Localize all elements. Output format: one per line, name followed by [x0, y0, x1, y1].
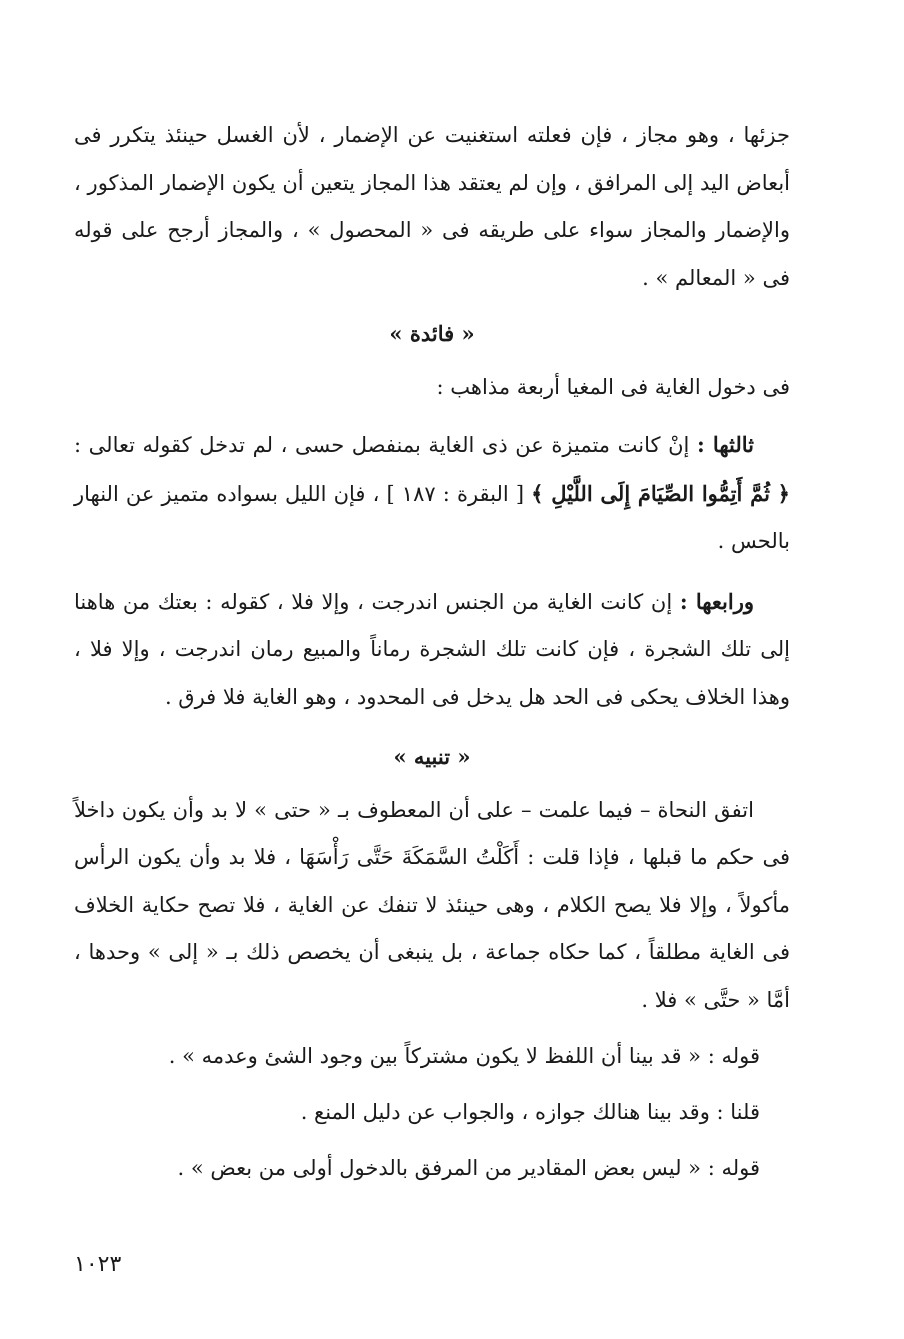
section-heading-faida: « فائدة » — [389, 321, 475, 346]
page-number: ١٠٢٣ — [74, 1252, 122, 1277]
quote-line-2: قوله : « ليس بعض المقادير من المرفق بالدخول أولى من بعض » . — [177, 1156, 760, 1180]
page-body — [74, 112, 790, 1196]
paragraph-text: [ البقرة : ١٨٧ ] ، فإن الليل بسواده متميز عن النهار بالحس . — [74, 481, 790, 553]
intro-line: فى دخول الغاية فى المغيا أربعة مذاهب : — [436, 374, 790, 399]
paragraph-continuation: جزئها ، وهو مجاز ، فإن فعلته استغنيت عن الإضمار ، لأن الغسل حينئذ يتكرر فى أبعاض اليد إلى المرافق ، وإن لم يعتقد هذا المجاز يتعين أن يكون الإضمار المذكور ، والإضمار والمجاز سواء على طريقه فى « المحصول » ، والمجاز أرجح على قوله فى « المعالم » . — [74, 123, 790, 290]
response-line: قلنا : وقد بينا هنالك جوازه ، والجواب عن دليل المنع . — [300, 1100, 760, 1124]
paragraph-third-view — [74, 421, 790, 566]
paragraph-lead: ورابعها : — [679, 588, 754, 614]
paragraph-text: إنْ كانت متميزة عن ذى الغاية بمنفصل حسى ، لم تدخل كقوله تعالى : — [74, 433, 697, 457]
paragraph-text: إن كانت الغاية من الجنس اندرجت ، وإلا فلا ، كقوله : بعتك من هاهنا إلى تلك الشجرة ، فإن كانت تلك الشجرة رماناً والمبيع رمان اندرجت ، وإلا فلا ، وهذا الخلاف يحكى فى الحد هل يدخل فى المحدود ، وهو الغاية فلا فرق . — [74, 589, 790, 709]
quote-line-1: قوله : « قد بينا أن اللفظ لا يكون مشتركاً بين وجود الشئ وعدمه » . — [168, 1044, 760, 1068]
paragraph-fourth-view — [74, 578, 790, 722]
section-heading-tanbih: « تنبيه » — [393, 744, 471, 769]
quran-verse: ﴿ ثُمَّ أَتِمُّوا الصِّيَامَ إِلَى اللَّيْلِ ﴾ — [531, 480, 790, 506]
paragraph-lead: ثالثها : — [696, 432, 754, 457]
paragraph-tanbih: اتفق النحاة – فيما علمت – على أن المعطوف بـ « حتى » لا بد وأن يكون داخلاً فى حكم ما قبلها ، فإذا قلت : أَكَلْتُ السَّمَكَةَ حَتَّى رَأْسَهَا ، فلا بد وأن يكون الرأس مأكولاً ، وإلا فلا يصح الكلام ، وهى حينئذ لا تنفك عن الغاية ، فلا تصح حكاية الخلاف فى الغاية مطلقاً ، كما حكاه جماعة ، بل ينبغى أن يخصص ذلك بـ « إلى » وحدها ، أمَّا « حتَّى » فلا . — [74, 797, 790, 1012]
